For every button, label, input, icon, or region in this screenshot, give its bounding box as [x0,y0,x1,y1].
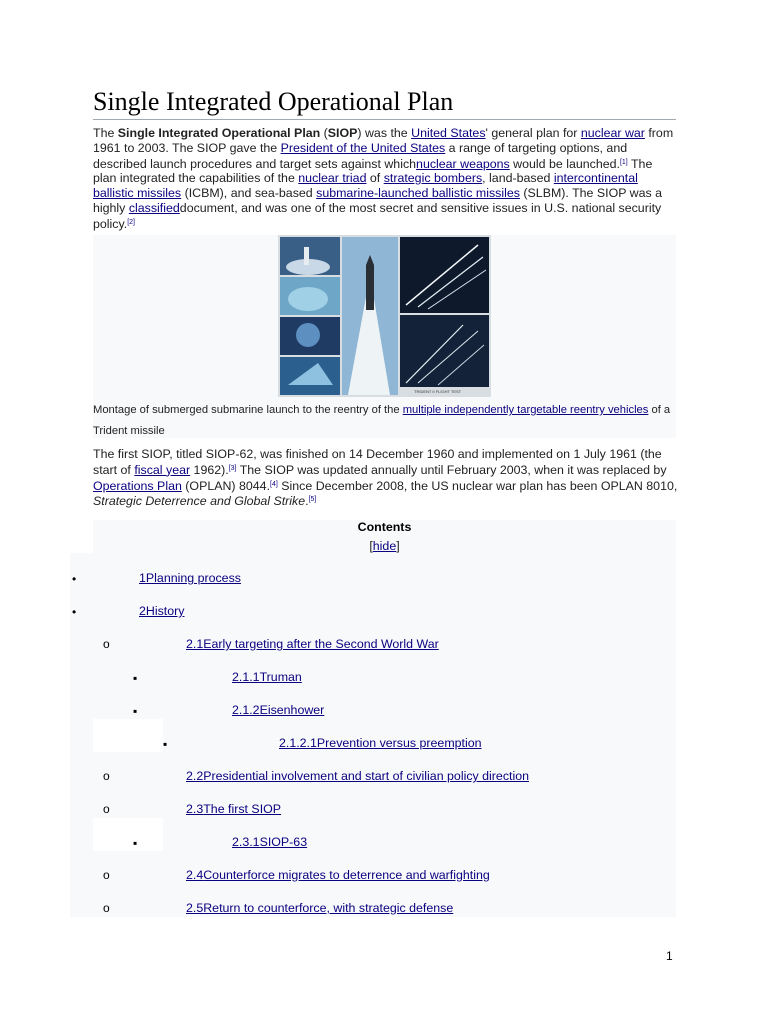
toc-item-number: 2.4 [186,868,204,882]
toc-item-number: 2.2 [186,769,204,783]
toc-item-number: 2.5 [186,901,204,915]
intro-paragraph: The Single Integrated Operational Plan (SIOP) was the United States' general plan for nuclear war from 1961 to 2003. The SIOP gave the President of the United States a range of targeting options, and described launch procedures and target sets against whichnuclear weapons would be launched.[1] The plan integrated the capabilities of the nuclear triad of strategic bombers, land-based intercontinental ballistic missiles (ICBM), and sea-based submarine-launched ballistic missiles (SLBM). The SIOP was a highly classifieddocument, and was one of the most secret and sensitive issues in U.S. national security policy.[2] [93,126,674,231]
toc-bullet: o [103,769,110,783]
toc-item-number: 2.1 [186,637,204,651]
toc-item-number: 1 [139,571,146,585]
toc-item-label: Early targeting after the Second World War [203,637,439,651]
toc-item-2-1-1[interactable] [232,670,302,685]
page-number: 1 [666,949,673,963]
toc-bullet: o [103,868,110,882]
citation-5[interactable]: [5] [308,496,317,504]
toc-item-label: Presidential involvement and start of civilian policy direction [203,769,529,783]
link-united-states[interactable]: United States [411,126,486,140]
toc-bullet: o [103,802,110,816]
toc-item-label: Counterforce migrates to deterrence and warfighting [203,868,490,882]
toc-item-number: 2.1.2 [232,703,260,717]
image-inset-caption: TRIDENT II FLIGHT TEST [414,389,462,394]
toc-bullet: o [103,637,110,651]
toc-bullet: • [72,605,77,619]
toc-item-label: Truman [259,670,302,684]
toc-item-2-3-1[interactable] [232,835,307,850]
toc-item-number: 2.1.1 [232,670,260,684]
toc-item-2-1[interactable] [186,637,439,652]
toc-item-2[interactable] [139,604,184,619]
figure-caption: Montage of submerged submarine launch to the reentry of the multiple independently targetable reentry vehicles of a Trident missile [93,404,671,437]
toc-item-2-1-2[interactable] [232,703,324,718]
toc-item-label: Prevention versus preemption [316,736,482,750]
toc-item-2-5[interactable] [186,901,453,916]
toc-gap [93,818,163,851]
link-nuclear-triad[interactable]: nuclear triad [298,171,367,186]
trident-montage-image[interactable] [278,235,491,397]
toc-item-2-1-2-1[interactable] [279,736,482,751]
toc-item-label: The first SIOP [203,802,282,816]
citation-4[interactable]: [4] [270,480,278,488]
page-title: Single Integrated Operational Plan [93,86,676,120]
link-president[interactable]: President of the United States [280,140,446,155]
toc-item-number: 2 [139,604,146,618]
citation-2[interactable]: [2] [127,218,135,226]
link-operations-plan[interactable]: Operations Plan [93,478,182,493]
toc-bullet: ▪ [133,836,138,850]
toc-item-label: Eisenhower [259,703,325,717]
figure-box [93,235,676,438]
toc-item-2-2[interactable] [186,769,529,784]
toc-bullet: • [72,572,77,586]
citation-3[interactable]: [3] [228,464,237,472]
siop-history-paragraph: The first SIOP, titled SIOP-62, was finished on 14 December 1960 and implemented on 1 July 1961 (the start of fiscal year 1962).[3] The SIOP was updated annually until February 2003, when it was replaced by Operations Plan (OPLAN) 8044.[4] Since December 2008, the US nuclear war plan has been OPLAN 8010, Strategic Deterrence and Global Strike.[5] [93,447,678,509]
toc-title: Contents [357,520,412,534]
toc-hide-link[interactable]: hide [372,539,397,553]
toc-item-number: 2.3.1 [232,835,260,849]
link-strategic-bombers[interactable]: strategic bombers [383,171,483,186]
toc-item-2-4[interactable] [186,868,490,883]
link-fiscal-year[interactable]: fiscal year [134,462,191,477]
toc-item-1[interactable] [139,571,241,586]
link-nuclear-war[interactable]: nuclear war [580,126,645,140]
toc-item-2-3[interactable] [186,802,281,817]
toc-bullet: o [103,901,110,915]
link-nuclear-weapons[interactable]: nuclear weapons [416,156,510,171]
link-slbm[interactable]: submarine-launched ballistic missiles [316,186,520,201]
toc-item-label: History [145,604,185,618]
toc-bullet: ▪ [133,671,138,685]
toc-item-label: Planning process [145,571,241,585]
toc-hide-toggle[interactable]: [hide] [369,539,400,553]
toc-bullet: ▪ [133,704,138,718]
citation-1[interactable]: [1] [619,158,628,166]
toc-bullet: ▪ [163,737,168,751]
link-classified[interactable]: classified [128,200,180,215]
toc-item-number: 2.3 [186,802,204,816]
link-icbm[interactable]: intercontinental ballistic missiles [93,171,638,201]
toc-item-label: SIOP-63 [259,835,308,849]
toc-item-label: Return to counterforce, with strategic defense [203,901,454,915]
toc-gap [93,719,163,752]
link-mirv[interactable]: multiple independently targetable reentry vehicles [402,404,649,416]
toc-item-number: 2.1.2.1 [279,736,317,750]
